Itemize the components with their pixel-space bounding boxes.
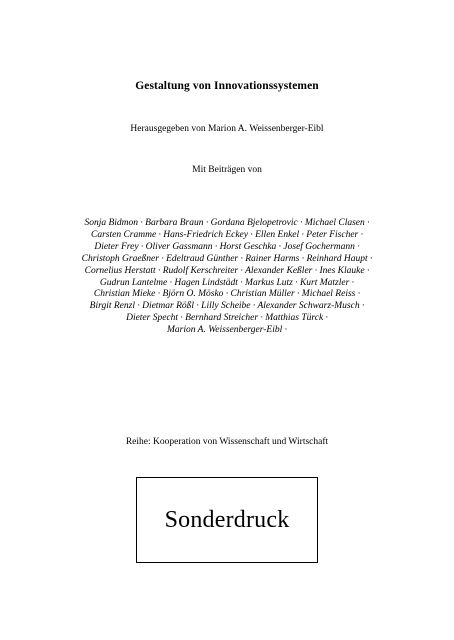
editor-line: Herausgegeben von Marion A. Weissenberger-Eibl xyxy=(130,124,324,134)
author-line: Christoph Graeßner · Edeltraud Günther · Rainer Harms · Reinhard Haupt · xyxy=(81,253,373,264)
contributions-intro: Mit Beiträgen von xyxy=(192,165,262,175)
author-list xyxy=(0,218,454,337)
author-line: Carsten Cramme · Hans-Friedrich Eckey · Ellen Enkel · Peter Fischer · xyxy=(91,229,363,240)
series-line: Reihe: Kooperation von Wissenschaft und Wirtschaft xyxy=(125,437,329,447)
reprint-box xyxy=(136,477,318,563)
author-line: Birgit Renzl · Dietmar Rößl · Lilly Scheibe · Alexander Schwarz-Musch · xyxy=(89,301,365,312)
reprint-label: Sonderdruck xyxy=(164,506,290,533)
author-line: Gudrun Lantelme · Hagen Lindstädt · Markus Lutz · Kurt Matzler · xyxy=(99,277,355,288)
author-line: Cornelius Herstatt · Rudolf Kerschreiter · Alexander Keßler · Ines Klauke · xyxy=(84,265,370,276)
book-title: Gestaltung von Innovationssystemen xyxy=(135,80,319,92)
author-line: Dieter Specht · Bernhard Streicher · Matthias Türck · xyxy=(126,313,328,324)
author-line: Sonja Bidmon · Barbara Braun · Gordana Bjelopetrovic · Michael Clasen · xyxy=(84,218,370,228)
author-line: Dieter Frey · Oliver Gassmann · Horst Geschka · Josef Gochermann · xyxy=(94,241,360,252)
author-line: Christian Mieke · Björn O. Mösko · Christian Müller · Michael Reiss · xyxy=(93,289,361,300)
author-line: Marion A. Weissenberger-Eibl · xyxy=(166,325,288,336)
